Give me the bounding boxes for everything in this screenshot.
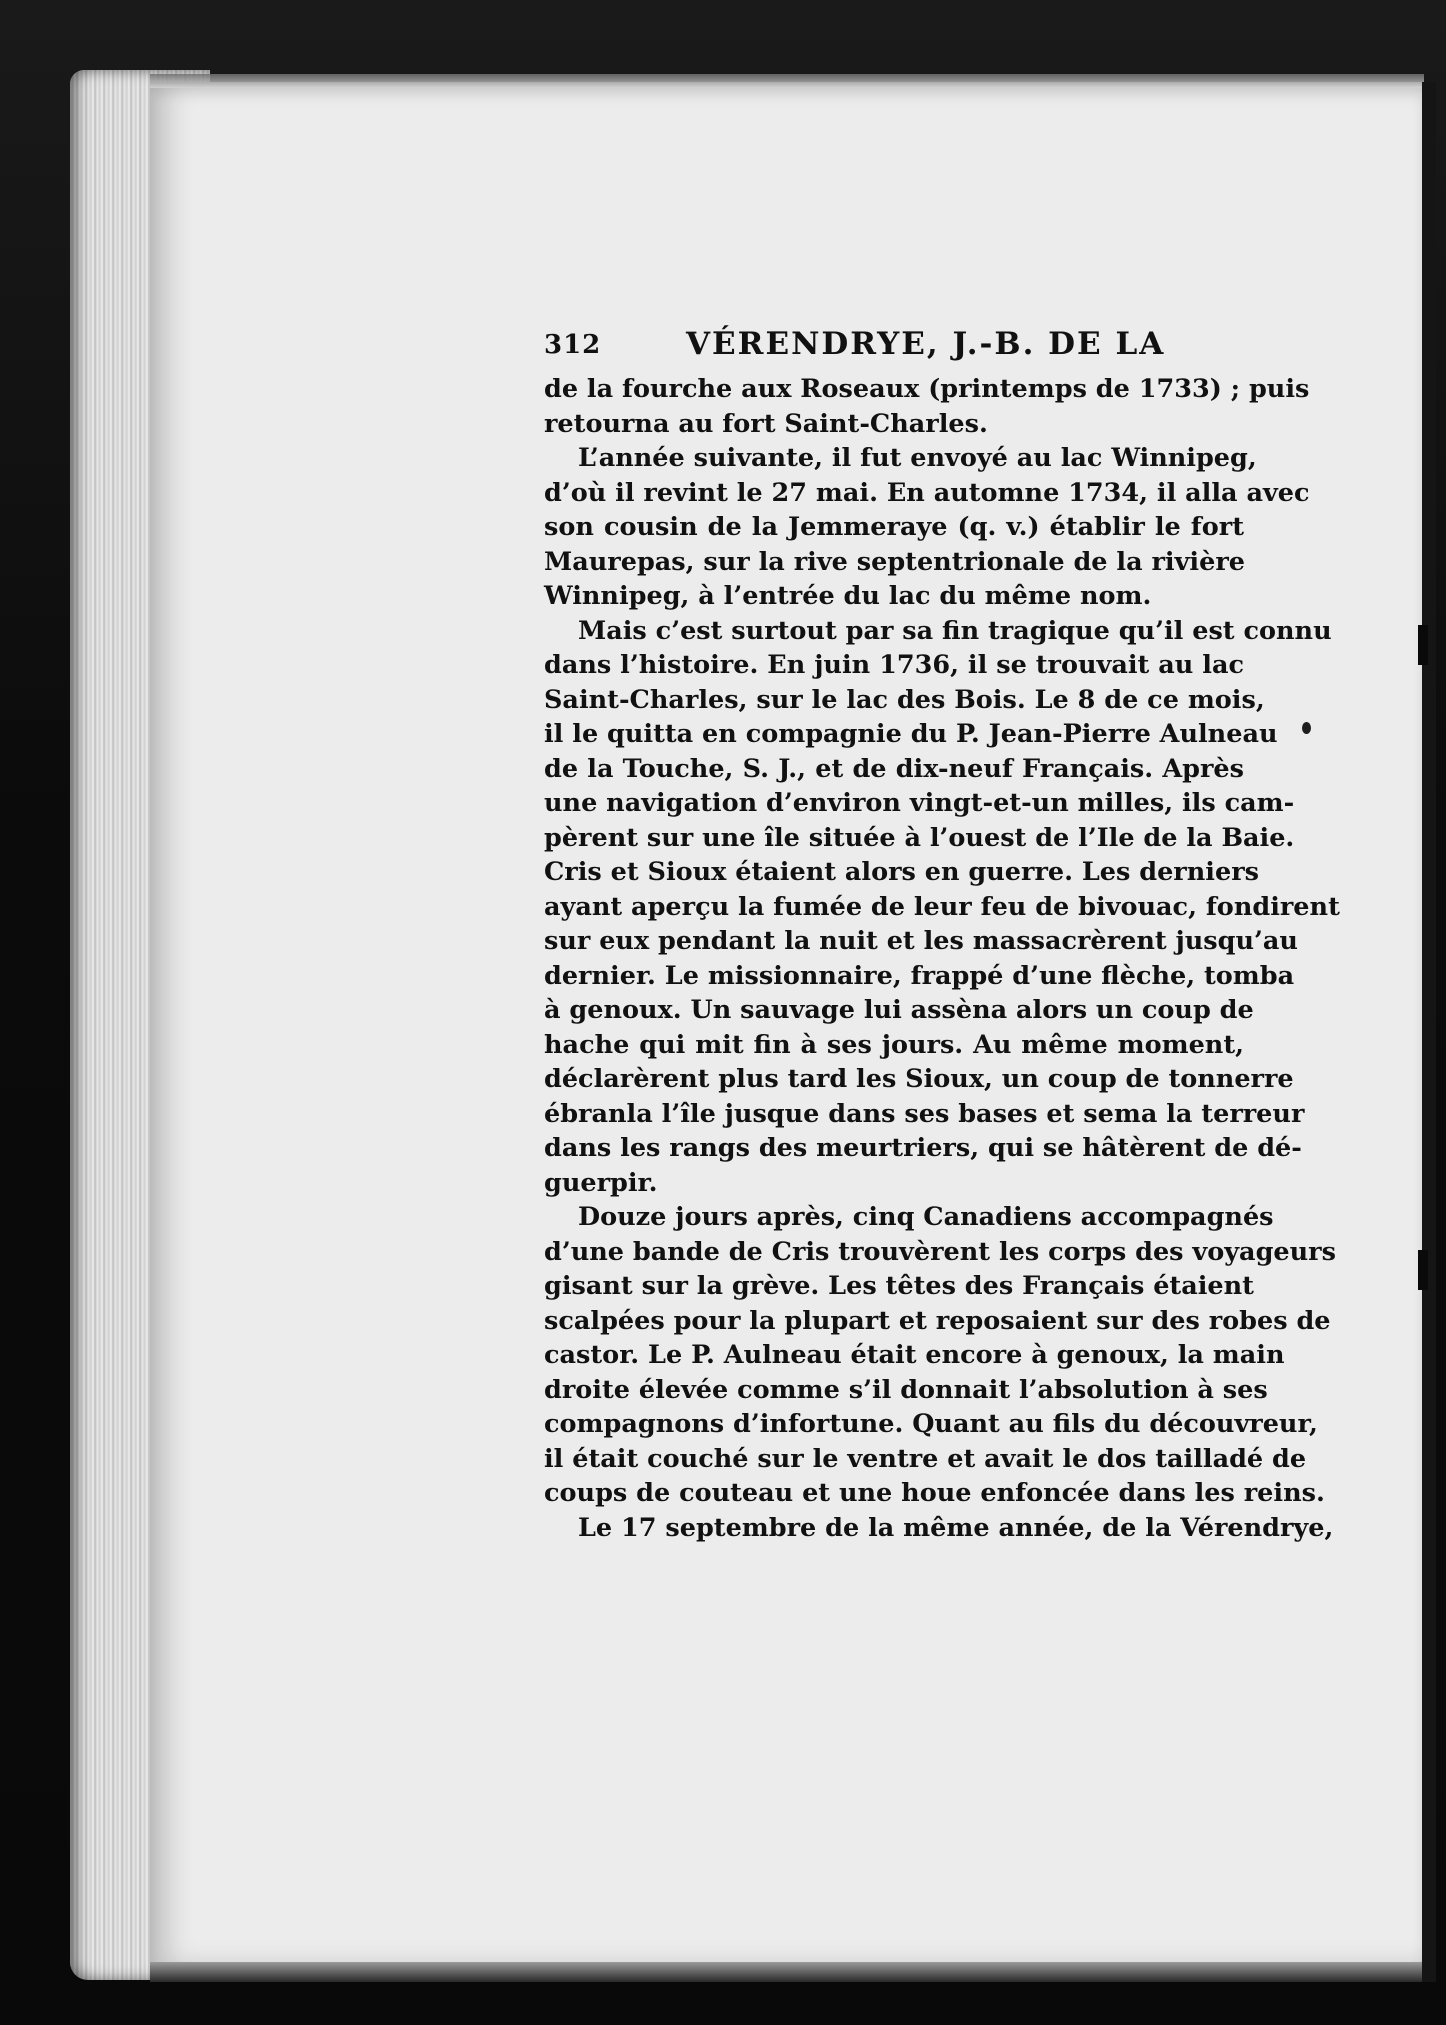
text-line: droite élevée comme s’il donnait l’absolution à ses	[544, 1374, 1268, 1405]
text-line: hache qui mit fin à ses jours. Au même moment,	[544, 1029, 1244, 1060]
text-line: compagnons d’infortune. Quant au fils du découvreur,	[544, 1409, 1318, 1439]
edge-mark	[1418, 1250, 1428, 1290]
text-line: il était couché sur le ventre et avait le dos tailladé de	[544, 1443, 1307, 1474]
text-line: guerpir.	[544, 1167, 658, 1198]
text-line: Mais c’est surtout par sa fin tragique qu’il est connu	[578, 615, 1332, 646]
text-line: Douze jours après, cinq Canadiens accompagnés	[578, 1202, 1274, 1232]
text-line: déclarèrent plus tard les Sioux, un coup de tonnerre	[544, 1064, 1294, 1094]
running-head	[544, 322, 1244, 368]
body-text	[544, 372, 1340, 1545]
text-line: son cousin de la Jemmeraye (q. v.) établir le fort	[544, 512, 1244, 542]
text-line: castor. Le P. Aulneau était encore à genoux, la main	[544, 1340, 1285, 1370]
text-line: Winnipeg, à l’entrée du lac du même nom.	[544, 581, 1152, 611]
edge-mark	[1418, 625, 1428, 665]
text-line: gisant sur la grève. Les têtes des Français étaient	[544, 1271, 1254, 1301]
text-line: Le 17 septembre de la même année, de la Vérendrye,	[578, 1512, 1334, 1543]
text-line: ayant aperçu la fumée de leur feu de bivouac, fondirent	[544, 891, 1340, 922]
text-line: retourna au fort Saint-Charles.	[544, 408, 988, 439]
text-line: Maurepas, sur la rive septentrionale de la rivière	[544, 546, 1245, 577]
text-line: dans les rangs des meurtriers, qui se hâtèrent de dé-	[544, 1133, 1302, 1163]
text-line: Cris et Sioux étaient alors en guerre. Les derniers	[544, 857, 1259, 887]
text-line: scalpées pour la plupart et reposaient sur des robes de	[544, 1305, 1331, 1336]
text-line: de la fourche aux Roseaux (printemps de 1733) ; puis	[544, 374, 1310, 404]
text-line: ébranla l’île jusque dans ses bases et sema la terreur	[544, 1098, 1305, 1129]
text-line: une navigation d’environ vingt-et-un milles, ils cam-	[544, 788, 1295, 818]
text-line: dans l’histoire. En juin 1736, il se trouvait au lac	[544, 650, 1244, 680]
page-bottom-edge	[150, 1962, 1424, 1982]
text-line: à genoux. Un sauvage lui assèna alors un coup de	[544, 995, 1254, 1025]
text-line: dernier. Le missionnaire, frappé d’une flèche, tomba	[544, 960, 1295, 991]
text-line: d’où il revint le 27 mai. En automne 1734, il alla avec	[544, 477, 1310, 508]
text-line: il le quitta en compagnie du P. Jean-Pierre Aulneau	[544, 719, 1278, 749]
text-line: L’année suivante, il fut envoyé au lac Winnipeg,	[578, 443, 1257, 473]
text-line: pèrent sur une île située à l’ouest de l’Ile de la Baie.	[544, 822, 1295, 853]
page-right-edge	[1422, 82, 1436, 1982]
text-block	[544, 322, 1340, 1545]
running-title: VÉRENDRYE, J.-B. DE LA	[686, 326, 1166, 362]
text-line: de la Touche, S. J., et de dix-neuf Français. Après	[544, 753, 1244, 784]
text-line: d’une bande de Cris trouvèrent les corps des voyageurs	[544, 1236, 1336, 1267]
text-line: coups de couteau et une houe enfoncée dans les reins.	[544, 1478, 1325, 1508]
page-number: 312	[544, 330, 602, 360]
text-line: sur eux pendant la nuit et les massacrèrent jusqu’au	[544, 926, 1298, 956]
text-line: Saint-Charles, sur le lac des Bois. Le 8 de ce mois,	[544, 684, 1265, 715]
page-top-edge	[150, 74, 1424, 88]
scan-speck	[1302, 722, 1311, 734]
